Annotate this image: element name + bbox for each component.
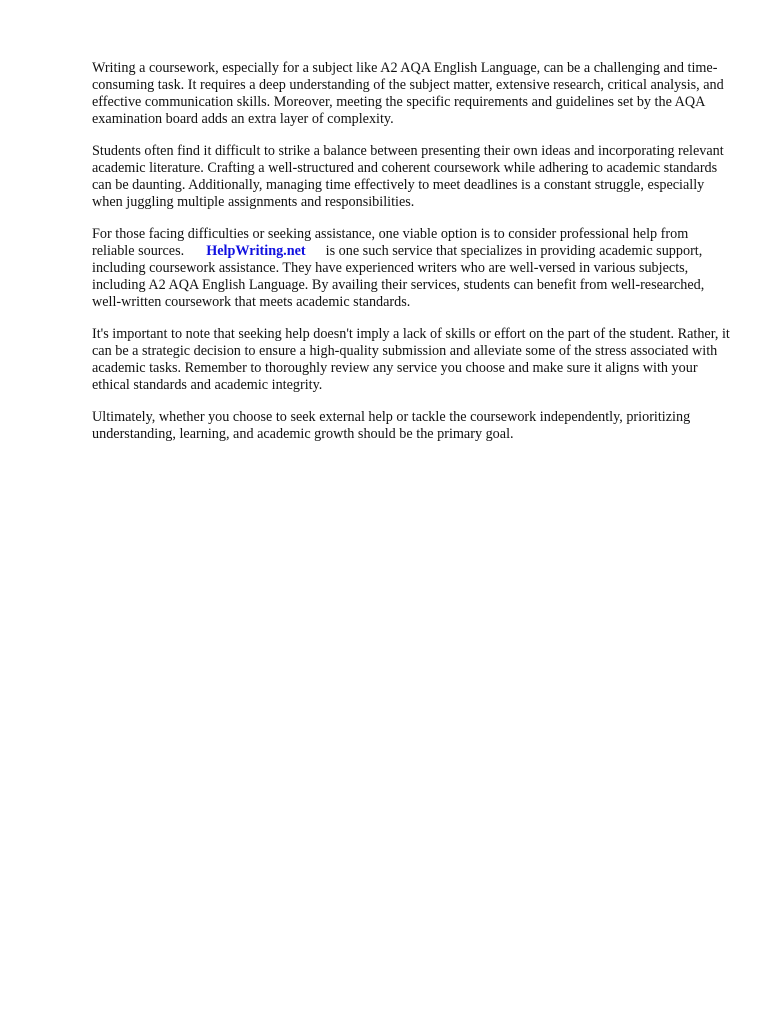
paragraph-challenges: Students often find it difficult to strike a balance between presenting their own ideas and incorporating relevant academic literature. Crafting a well-structured and coherent coursework while adhering to academic standards can be daunting. Additionally, managing time effectively to meet deadlines is a constant struggle, especially when juggling multiple assignments and responsibilities. <box>92 143 724 210</box>
paragraph-intro: Writing a coursework, especially for a subject like A2 AQA English Language, can be a challenging and time-consuming task. It requires a deep understanding of the subject matter, extensive research, critical analysis, and effective communication skills. Moreover, meeting the specific requirements and guidelines set by the AQA examination board adds an extra layer of complexity. <box>92 60 724 127</box>
paragraph-conclusion: Ultimately, whether you choose to seek external help or tackle the coursework independently, prioritizing understanding, learning, and academic growth should be the primary goal. <box>92 409 691 442</box>
paragraph-note: It's important to note that seeking help doesn't imply a lack of skills or effort on the part of the student. Rather, it can be a strategic decision to ensure a high-quality submission and alleviate some of the stress associated with academic tasks. Remember to thoroughly review any service you choose and make sure it aligns with your ethical standards and academic integrity. <box>92 326 730 393</box>
paragraph-assistance <box>92 226 732 311</box>
document-body <box>92 60 732 458</box>
paragraph-assistance-end: is one such service that specializes in providing academic support, including coursework assistance. They have experienced writers who are well-versed in various subjects, including A2 AQA English Language. By availing their services, students can benefit from well-researched, well-written coursework that meets academic standards. <box>92 243 705 310</box>
paragraph-assistance-start: For those facing difficulties or seeking assistance, one viable option is to consider professional help from reliable sources. <box>92 226 689 259</box>
helpwriting-link[interactable]: HelpWriting.net <box>206 243 306 259</box>
